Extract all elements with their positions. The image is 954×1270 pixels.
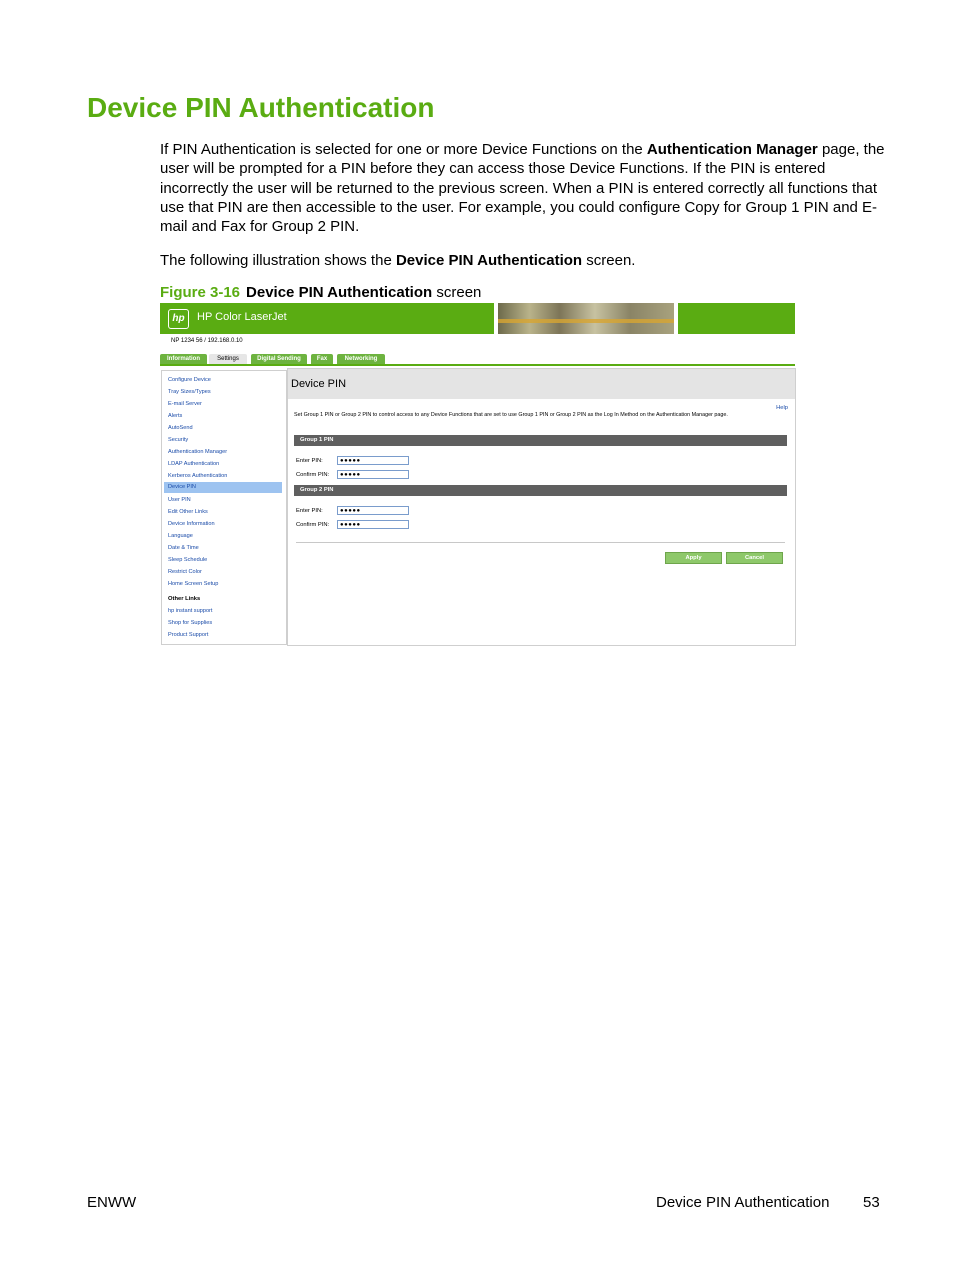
- sidebar-item-device-information[interactable]: Device Information: [168, 521, 215, 527]
- link-hp-instant-support[interactable]: hp instant support: [168, 608, 213, 614]
- tab-settings[interactable]: Settings: [209, 354, 247, 364]
- intro-paragraph: If PIN Authentication is selected for one or more Device Functions on the Authentication Manager page, the user will be prompted for a PIN before they can access those Device Functions. If the PIN is entered incorrectly the user will be returned to the previous screen. When a PIN is entered correctly all functions that use that PIN are then accessible to the user. For example, you could configure Copy for Group 1 PIN and E-mail and Fax for Group 2 PIN.: [160, 141, 885, 236]
- group1-confirm-pin-input[interactable]: ●●●●●: [337, 470, 409, 479]
- sidebar-item-home-screen-setup[interactable]: Home Screen Setup: [168, 581, 219, 587]
- sidebar-item-security[interactable]: Security: [168, 437, 189, 443]
- footer-section: Device PIN Authentication: [656, 1194, 830, 1211]
- hp-logo[interactable]: hp: [168, 309, 189, 329]
- sidebar-item-date-time[interactable]: Date & Time: [168, 545, 199, 551]
- sidebar-item-autosend[interactable]: AutoSend: [168, 425, 193, 431]
- sidebar-item-restrict-color[interactable]: Restrict Color: [168, 569, 202, 575]
- sidebar-item-user-pin[interactable]: User PIN: [168, 497, 191, 503]
- panel-header: [288, 369, 795, 399]
- tab-digital-sending[interactable]: Digital Sending: [251, 354, 307, 364]
- tab-bar: [160, 353, 795, 366]
- illustration-paragraph: The following illustration shows the Device PIN Authentication screen.: [160, 252, 636, 269]
- banner-left: [160, 303, 494, 334]
- sidebar-item-alerts[interactable]: Alerts: [168, 413, 183, 419]
- panel-title: Device PIN: [291, 378, 347, 390]
- banner: [160, 303, 795, 334]
- group1-heading: Group 1 PIN: [294, 435, 787, 446]
- screenshot-figure: [160, 303, 795, 645]
- sidebar-item-ldap[interactable]: LDAP Authentication: [168, 461, 220, 467]
- sidebar-item-tray-sizes[interactable]: Tray Sizes/Types: [168, 389, 211, 395]
- sidebar-item-configure-device[interactable]: Configure Device: [168, 377, 211, 383]
- other-links-heading: Other Links: [168, 596, 201, 602]
- link-shop-for-supplies[interactable]: Shop for Supplies: [168, 620, 213, 626]
- footer-left: ENWW: [87, 1194, 137, 1211]
- apply-button[interactable]: Apply: [665, 552, 722, 564]
- sidebar-item-language[interactable]: Language: [168, 533, 193, 539]
- link-product-support[interactable]: Product Support: [168, 632, 209, 638]
- group2-enter-label: Enter PIN:: [296, 508, 323, 514]
- main-panel: [287, 368, 796, 646]
- group2-confirm-pin-input[interactable]: ●●●●●: [337, 520, 409, 529]
- group1-confirm-label: Confirm PIN:: [296, 472, 330, 478]
- product-name: HP Color LaserJet: [197, 311, 287, 323]
- group1-enter-label: Enter PIN:: [296, 458, 323, 464]
- sidebar-item-sleep-schedule[interactable]: Sleep Schedule: [168, 557, 208, 563]
- group2-enter-pin-input[interactable]: ●●●●●: [337, 506, 409, 515]
- group2-confirm-label: Confirm PIN:: [296, 522, 330, 528]
- banner-right: [678, 303, 795, 334]
- sidebar-item-edit-other-links[interactable]: Edit Other Links: [168, 509, 208, 515]
- help-link[interactable]: Help: [776, 405, 788, 411]
- settings-sidebar: [161, 370, 287, 645]
- page-number: 53: [863, 1194, 880, 1211]
- sidebar-item-email-server[interactable]: E-mail Server: [168, 401, 202, 407]
- group2-heading: Group 2 PIN: [294, 485, 787, 496]
- tab-fax[interactable]: Fax: [311, 354, 333, 364]
- sidebar-item-kerberos[interactable]: Kerberos Authentication: [168, 473, 228, 479]
- divider: [296, 542, 785, 543]
- cancel-button[interactable]: Cancel: [726, 552, 783, 564]
- group1-enter-pin-input[interactable]: ●●●●●: [337, 456, 409, 465]
- device-address: NP 1234 56 / 192.168.0.10: [171, 338, 243, 344]
- sidebar-item-device-pin[interactable]: Device PIN: [164, 482, 282, 493]
- page-title: Device PIN Authentication: [87, 92, 435, 123]
- tab-networking[interactable]: Networking: [337, 354, 385, 364]
- sidebar-item-authentication-manager[interactable]: Authentication Manager: [168, 449, 228, 455]
- tab-information[interactable]: Information: [160, 354, 207, 364]
- figure-caption: Figure 3-16 Device PIN Authentication screen: [160, 284, 482, 301]
- banner-photo: [498, 303, 674, 334]
- panel-description: Set Group 1 PIN or Group 2 PIN to control access to any Device Functions that are set to use Group 1 PIN or Group 2 PIN as the Log In Method on the Authentication Manager page.: [294, 412, 728, 418]
